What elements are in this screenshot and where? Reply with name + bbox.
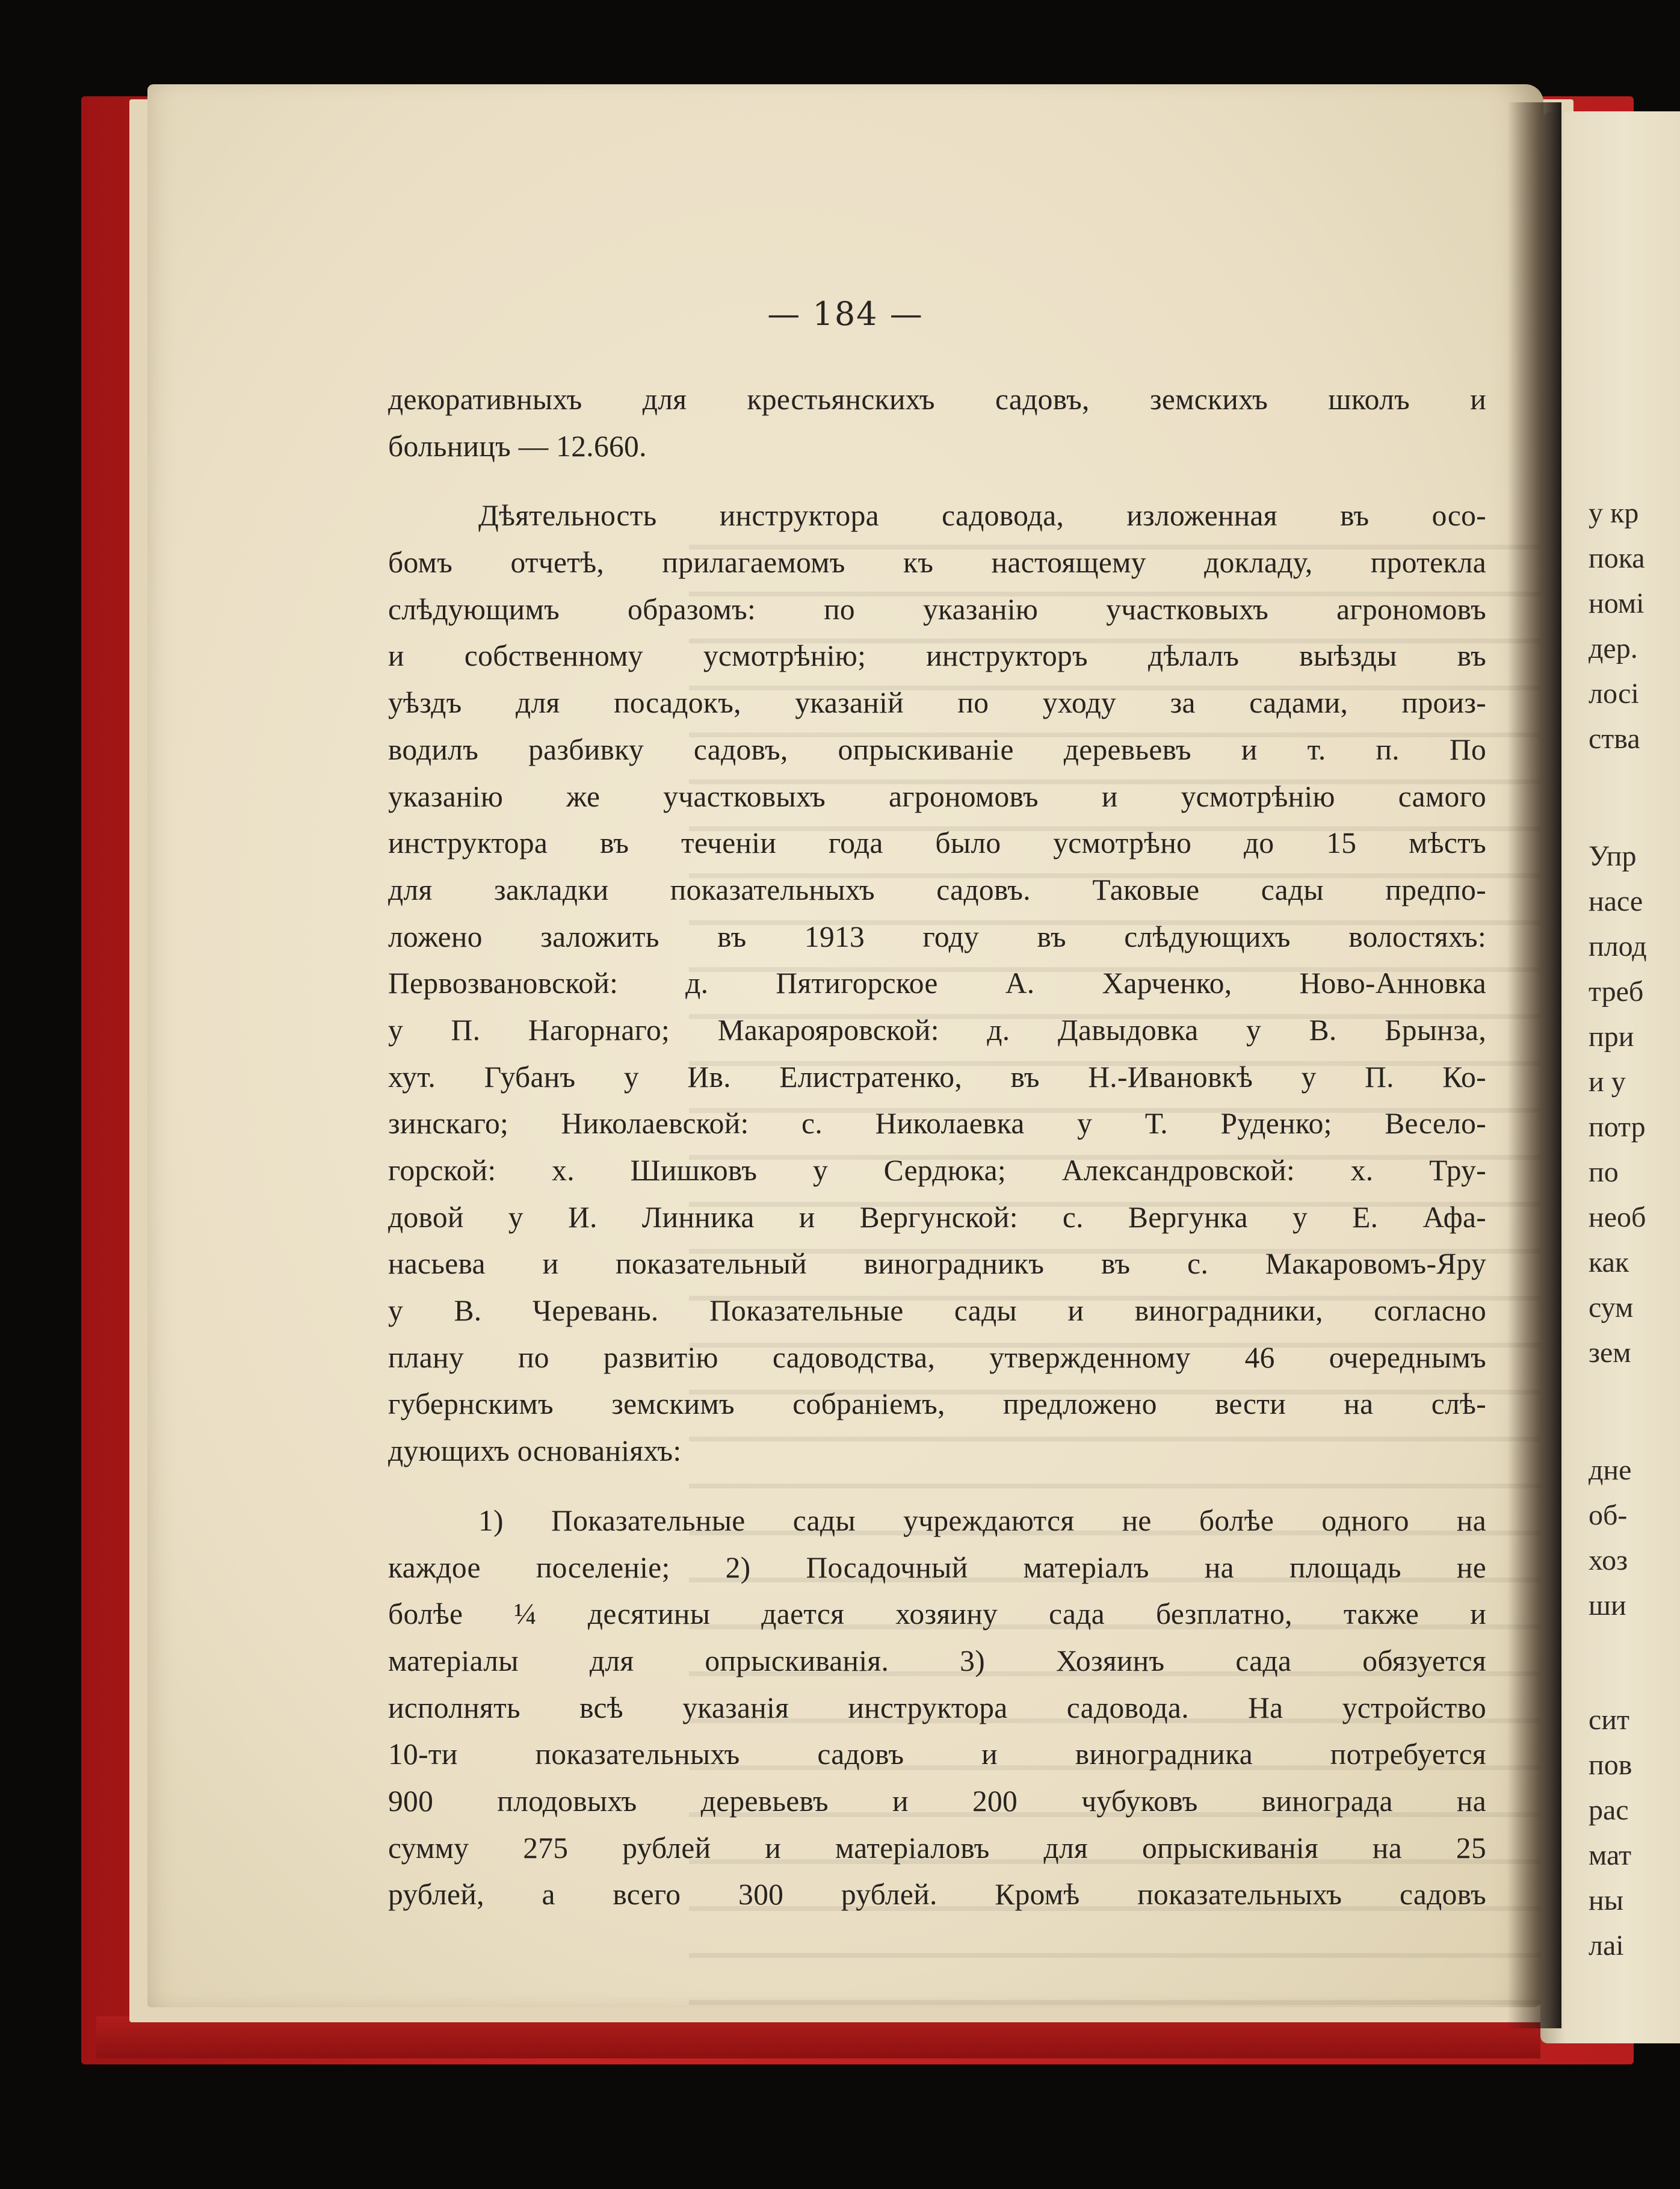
facing-line: рас: [1589, 1794, 1629, 1826]
facing-line: дер.: [1589, 633, 1638, 664]
facing-line: сит: [1589, 1704, 1629, 1736]
facing-line: при: [1589, 1021, 1634, 1053]
facing-line: пока: [1589, 542, 1645, 574]
text-line: каждое поселеніе; 2) Посадочный матеріалъ на площадь не: [388, 1550, 1486, 1584]
text-line: 900 плодовыхъ деревьевъ и 200 чубуковъ винограда на: [388, 1784, 1486, 1818]
facing-line: как: [1589, 1246, 1629, 1278]
text-line: 10-ти показательныхъ садовъ и виноградника потребуется: [388, 1738, 1486, 1771]
facing-line: Упр: [1589, 840, 1637, 872]
text-line: плану по развитію садоводства, утвержденному 46 очереднымъ: [388, 1340, 1486, 1374]
text-line: указанію же участковыхъ агрономовъ и усмотрѣнію самого: [388, 779, 1486, 813]
text-line: сумму 275 рублей и матеріаловъ для опрыскиванія на 25: [388, 1831, 1486, 1865]
text-line: для закладки показательныхъ садовъ. Таковые сады предпо-: [388, 873, 1486, 906]
facing-line: и у: [1589, 1066, 1626, 1098]
text-line: водилъ разбивку садовъ, опрыскиваніе деревьевъ и т. п. По: [388, 732, 1486, 766]
text-line: уѣздъ для посадокъ, указаній по уходу за садами, произ-: [388, 686, 1486, 720]
text-line: исполнять всѣ указанія инструктора садовода. На устройство: [388, 1691, 1486, 1724]
facing-line: мат: [1589, 1839, 1632, 1871]
facing-line: сум: [1589, 1292, 1634, 1324]
facing-line: ши: [1589, 1590, 1626, 1621]
text-line: больницъ — 12.660.: [388, 429, 647, 463]
text-line: ложено заложить въ 1913 году въ слѣдующихъ волостяхъ:: [388, 920, 1486, 953]
text-line: губернскимъ земскимъ собраніемъ, предложено вести на слѣ-: [388, 1387, 1486, 1421]
facing-line: зем: [1589, 1337, 1631, 1369]
facing-line: лаі: [1589, 1930, 1624, 1961]
page-number: — 184 —: [767, 295, 924, 333]
text-line: бомъ отчетѣ, прилагаемомъ къ настоящему докладу, протекла: [388, 546, 1486, 580]
text-line: инструктора въ теченіи года было усмотрѣно до 15 мѣстъ: [388, 826, 1486, 860]
cover-bottom-edge: [96, 2016, 1540, 2058]
text-line: слѣдующимъ образомъ: по указанію участковыхъ агрономовъ: [388, 592, 1486, 626]
text-line: горской: х. Шишковъ у Сердюка; Александровской: х. Тру-: [388, 1154, 1486, 1187]
text-line: рублей, а всего 300 рублей. Кромѣ показательныхъ садовъ: [388, 1878, 1486, 1912]
text-line: декоративныхъ для крестьянскихъ садовъ, земскихъ школъ и: [388, 383, 1486, 416]
facing-line: дне: [1589, 1454, 1632, 1486]
text-line: матеріалы для опрыскиванія. 3) Хозяинъ сада обязуется: [388, 1644, 1486, 1677]
text-line: насьева и показательный виноградникъ въ с. Макаровомъ-Яру: [388, 1247, 1486, 1281]
facing-line: насе: [1589, 885, 1643, 917]
facing-line: плод: [1589, 930, 1647, 962]
facing-line: лосі: [1589, 678, 1639, 710]
facing-line: об-: [1589, 1499, 1628, 1531]
text-line: болѣе ¼ десятины дается хозяину сада безплатно, также и: [388, 1597, 1486, 1631]
text-line: Дѣятельность инструктора садовода, изложенная въ осо-: [478, 499, 1486, 533]
facing-line: пов: [1589, 1749, 1632, 1781]
text-line: 1) Показательные сады учреждаются не болѣе одного на: [478, 1503, 1486, 1537]
page-text: [388, 376, 1486, 1918]
text-line: и собственному усмотрѣнію; инструкторъ дѣлалъ выѣзды въ: [388, 639, 1486, 673]
gutter-shadow: [1507, 102, 1561, 2028]
text-line: у В. Черевань. Показательные сады и виноградники, согласно: [388, 1294, 1486, 1328]
facing-line: хоз: [1589, 1544, 1628, 1576]
facing-line: потр: [1589, 1111, 1646, 1143]
text-line: хут. Губанъ у Ив. Елистратенко, въ Н.-Ивановкѣ у П. Ко-: [388, 1060, 1486, 1094]
text-line: дующихъ основаніяхъ:: [388, 1434, 682, 1468]
facing-line: необ: [1589, 1201, 1646, 1233]
facing-line: ства: [1589, 723, 1640, 755]
facing-line: по: [1589, 1156, 1619, 1188]
facing-line: ны: [1589, 1884, 1623, 1916]
text-line: довой у И. Линника и Вергунской: с. Вергунка у Е. Афа-: [388, 1200, 1486, 1234]
text-line: зинскаго; Николаевской: с. Николаевка у Т. Руденко; Весело-: [388, 1107, 1486, 1141]
text-line: Первозвановской: д. Пятигорское А. Харченко, Ново-Анновка: [388, 967, 1486, 1000]
facing-line: номі: [1589, 587, 1644, 619]
facing-line: треб: [1589, 976, 1644, 1008]
text-line: у П. Нагорнаго; Макарояровской: д. Давыдовка у В. Брынза,: [388, 1013, 1486, 1047]
facing-line: у кр: [1589, 497, 1639, 529]
